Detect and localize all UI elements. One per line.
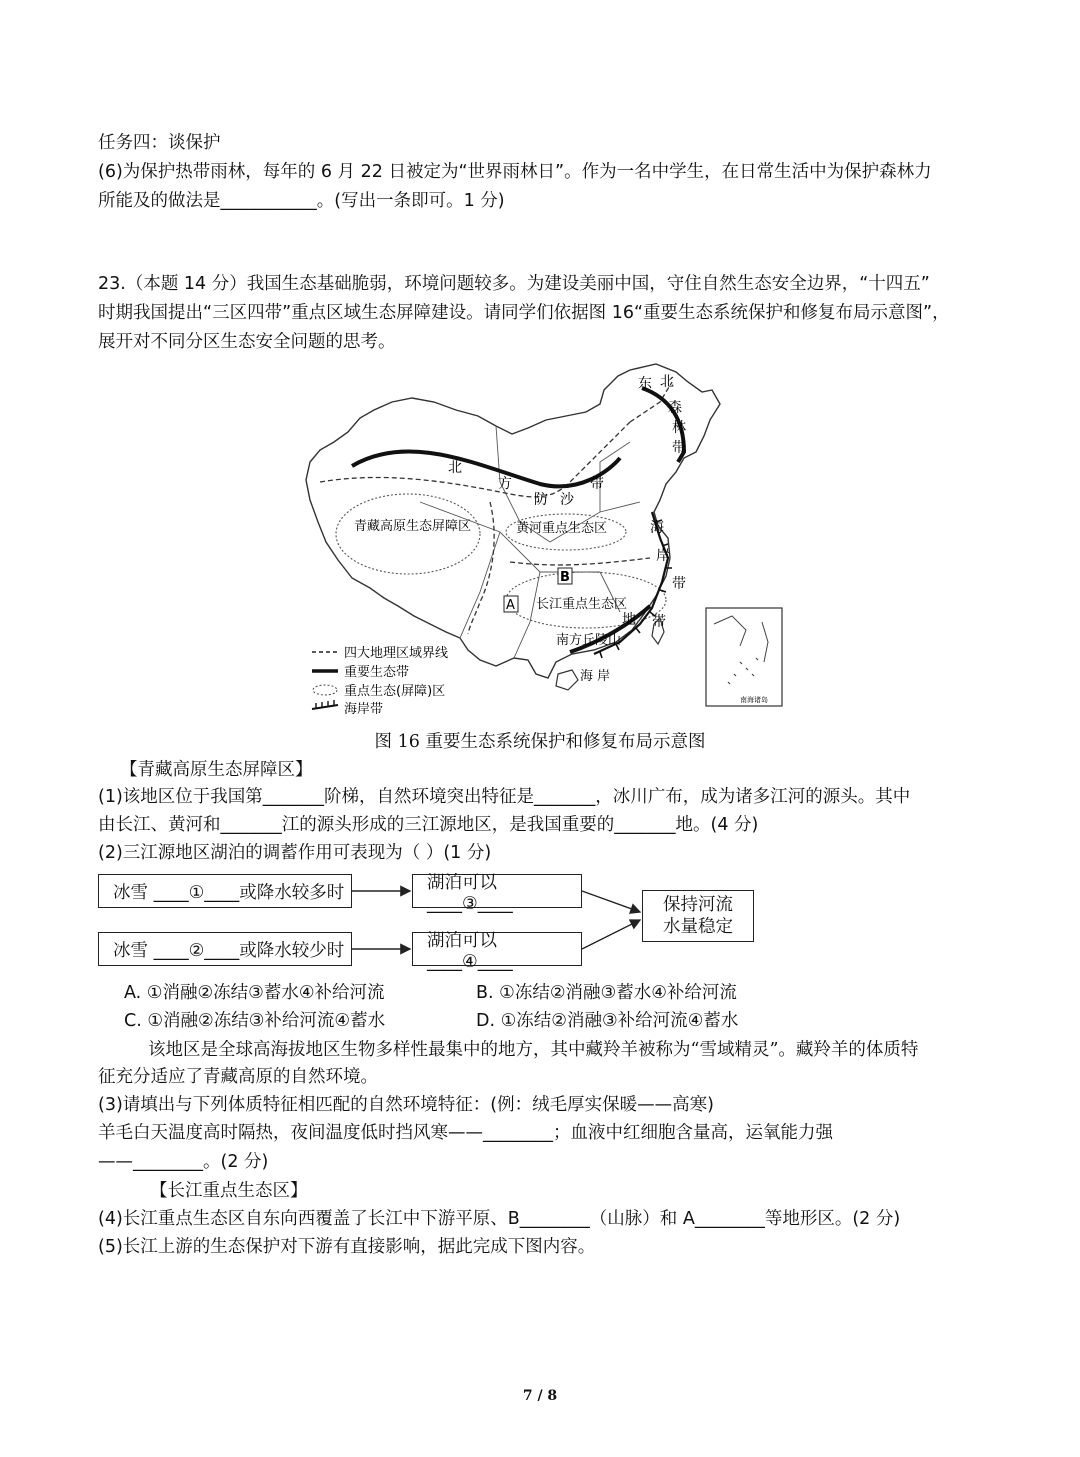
south-china-sea-inset [706,608,782,706]
q23-intro-line3: 展开对不同分区生态安全问题的思考。 [98,332,396,352]
figure-caption: 图 16 重要生态系统保护和修复布局示意图 [374,732,706,752]
lake-regulation-flowchart [96,868,766,976]
flow-box-4: 湖泊可以 ____④____ [412,932,582,966]
legend-coast: 海岸带 [344,702,384,714]
q23-intro-line1: 23.（本题 14 分）我国生态基础脆弱，环境问题较多。为建设美丽中国，守住自然生态安全边界，“十四五” [98,274,930,294]
belt-northeast-char: 东 [638,376,652,392]
section-yangtze-title: 【长江重点生态区】 [150,1181,308,1201]
belt-south-hill-label: 南方丘陵山 [556,633,622,648]
belt-coast-east-char: 海 [650,520,664,536]
map-legend [312,645,448,714]
flow-result-line1: 保持河流 [663,895,733,915]
flow-box-1: 冰雪 ____①____或降水较多时 [98,874,352,908]
belt-northeast-char: 森 [668,400,682,416]
q3-line1: (3)请填出与下列体质特征相匹配的自然环境特征：(例：绒毛厚实保暖——高寒) [98,1095,714,1115]
belt-coast-south-label: 海 岸 [580,669,611,684]
belt-south-hill-char: 带 [652,614,666,630]
page-number: 7 / 8 [522,1388,558,1404]
label-b: B [560,570,570,585]
china-ecology-map [300,362,790,714]
section-qingzang-title: 【青藏高原生态屏障区】 [120,760,313,780]
q6-line2: 所能及的做法是___________。(写出一条即可。1 分) [98,191,505,211]
belt-south-hill-char: 地 [622,612,636,628]
belt-north-char: 北 [448,460,462,476]
option-d: D. ①冻结②消融③补给河流④蓄水 [476,1011,739,1031]
label-a: A [506,598,515,613]
q1-line1: (1)该地区位于我国第_______阶梯，自然环境突出特征是_______，冰川广布，成为诸多江河的源头。其中 [98,787,911,807]
q4-text: (4)长江重点生态区自东向西覆盖了长江中下游平原、B________（山脉）和 A________等地形区。(2 分) [98,1209,901,1229]
flow-box-2: 冰雪 ____②____或降水较少时 [98,932,352,966]
belt-coast-east-char: 岸 [656,548,670,564]
flow-box-3: 湖泊可以 ____③____ [412,874,582,908]
q6-line1: (6)为保护热带雨林，每年的 6 月 22 日被定为“世界雨林日”。作为一名中学生，在日常生活中为保护森林力 [98,162,932,182]
inset-label: 南海诸岛 [740,696,768,704]
hainan-island [556,670,578,690]
belt-northeast-char: 带 [672,440,686,456]
option-c: C. ①消融②冻结③补给河流④蓄水 [124,1011,386,1031]
q2-text: (2)三江源地区湖泊的调蓄作用可表现为（ ）(1 分) [98,843,492,863]
q3-line2: 羊毛白天温度高时隔热，夜间温度低时挡风寒——________；血液中红细胞含量高，运氧能力强 [98,1123,833,1143]
zone-qingzang-label: 青藏高原生态屏障区 [354,519,472,534]
belt-coast-east-char: 带 [672,576,686,592]
belt-north-char: 沙 [560,492,574,508]
option-a: A. ①消融②冻结③蓄水④补给河流 [124,983,385,1003]
zone-yangtze-label: 长江重点生态区 [536,597,628,612]
belt-north-char: 带 [590,476,604,492]
belt-northeast-char: 北 [660,374,674,390]
flow-result-line2: 水量稳定 [663,917,733,937]
option-b: B. ①冻结②消融③蓄水④补给河流 [476,983,737,1003]
q3-line3: ——________。(2 分) [98,1152,269,1172]
q5-text: (5)长江上游的生态保护对下游有直接影响，据此完成下图内容。 [98,1237,596,1257]
flow-arrows [96,868,766,976]
task4-heading: 任务四：谈保护 [98,133,221,153]
legend-zone: 重点生态(屏障)区 [344,684,446,699]
legend-boundary: 四大地理区域界线 [344,646,449,661]
zone-yellow-label: 黄河重点生态区 [516,521,608,536]
belt-north-char: 防 [534,492,548,508]
paragraph-line1: 该地区是全球高海拔地区生物多样性最集中的地方，其中藏羚羊被称为“雪域精灵”。藏羚羊的体质特 [148,1040,919,1060]
belt-north-char: 方 [498,476,512,492]
q1-line2: 由长江、黄河和_______江的源头形成的三江源地区，是我国重要的_______地。(4 分) [98,815,759,835]
q23-intro-line2: 时期我国提出“三区四带”重点区域生态屏障建设。请同学们依据图 16“重要生态系统保护和修复布局示意图”， [98,303,950,323]
belt-northeast-char: 林 [672,420,686,436]
legend-belt: 重要生态带 [344,665,410,680]
paragraph-line2: 征充分适应了青藏高原的自然环境。 [98,1067,378,1087]
